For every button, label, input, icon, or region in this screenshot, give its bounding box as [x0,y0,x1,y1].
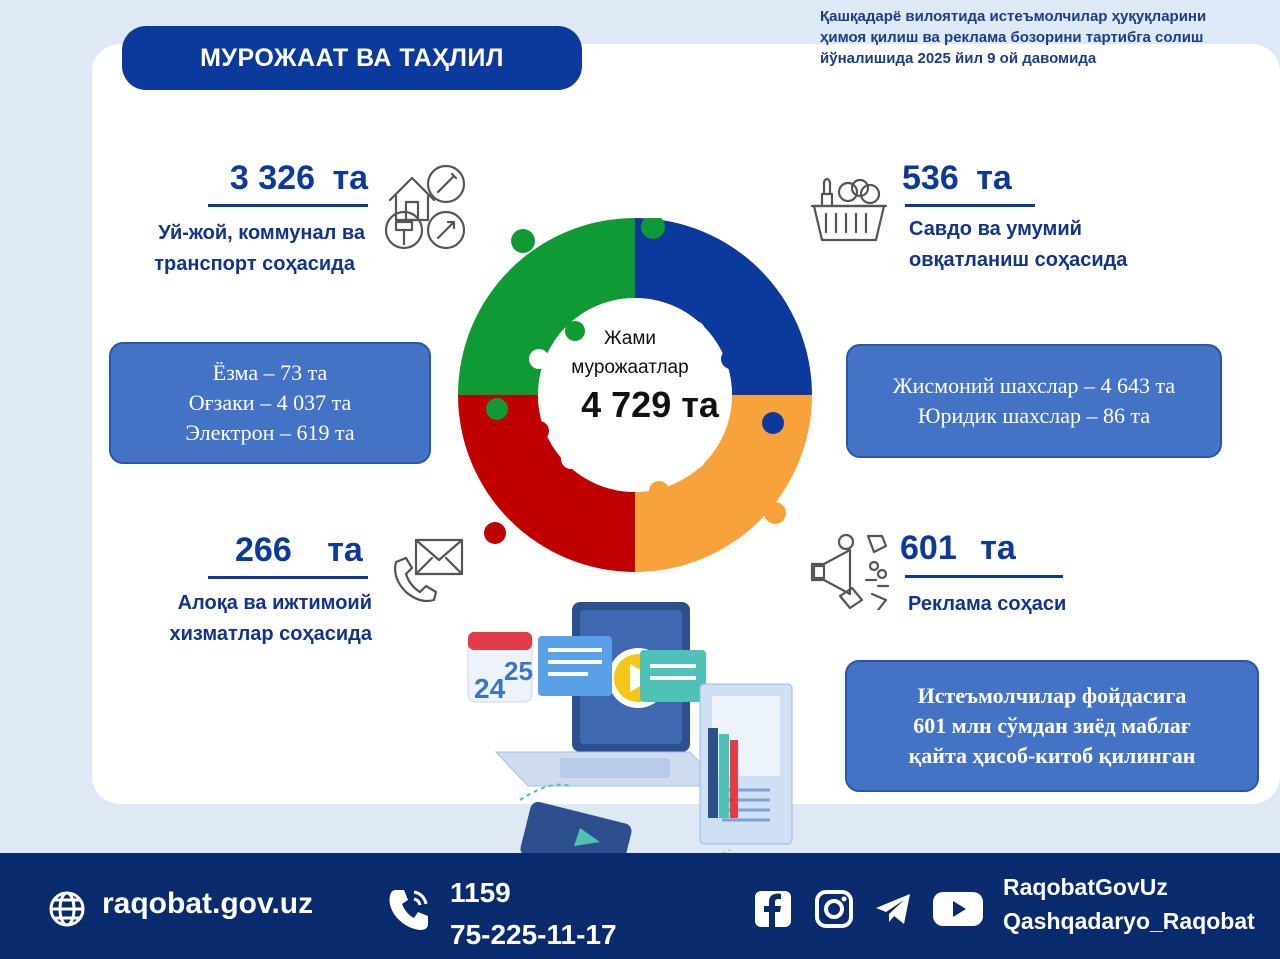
advertising-value: 601 [900,529,957,567]
social-handles [1003,870,1255,938]
header-note [820,6,1275,69]
housing-label-line: транспорт соҳасида [154,253,355,275]
youtube-icon[interactable] [932,890,984,928]
trade-unit: та [976,159,1012,197]
center-label-line: мурожаатлар [571,357,689,378]
communication-value: 266 [235,531,292,569]
phone-mail-icon [388,534,468,606]
facebook-icon[interactable] [754,890,792,928]
communication-label [100,588,372,650]
phone-short: 1159 [450,877,511,908]
phone-numbers [450,872,617,956]
header-note-line: Қашқадарё вилоятида истеъмолчилар ҳуқуқларини [820,8,1207,25]
center-label [545,324,715,382]
trade-divider [905,204,1035,207]
housing-value: 3 326 [229,159,315,197]
refund-box [845,660,1259,792]
channels-line: Оғзаки – 4 037 та [188,390,352,415]
instagram-icon[interactable] [814,889,854,929]
communication-divider [208,576,368,579]
header-note-line: ҳимоя қилиш ва реклама бозорини тартибга солиш [820,29,1204,46]
persons-line: Жисмоний шахслар – 4 643 та [892,373,1176,398]
housing-divider [208,204,368,207]
advertising-label: Реклама соҳаси [908,593,1067,615]
laptop-illustration [460,600,820,890]
trade-label-line: Савдо ва умумий [909,218,1082,240]
center-label-line: Жами [604,328,656,349]
persons-box [846,344,1222,458]
phone-icon [386,886,432,932]
social-handle[interactable]: Qashqadaryo_Raqobat [1003,908,1255,934]
advertising-stat [900,528,1016,568]
phone-full: 75-225-11-17 [450,919,617,950]
header-note-line: йўналишида 2025 йил 9 ой давомида [820,50,1097,67]
trade-stat [902,158,1012,198]
megaphone-icon [806,530,892,610]
advertising-divider [905,575,1063,578]
globe-icon [48,890,86,928]
trade-label-line: овқатланиш соҳасида [909,249,1128,271]
trade-label [909,214,1209,276]
calendar-top: 25 [504,656,533,686]
communication-label-line: хизматлар соҳасида [169,623,372,645]
housing-unit: та [332,159,368,197]
channels-line: Электрон – 619 та [185,420,355,445]
housing-label-line: Уй-жой, коммунал ва [158,222,365,244]
calendar-bottom: 24 [474,673,506,704]
channels-line: Ёзма – 73 та [212,360,328,385]
channels-box [109,342,431,464]
communication-unit: та [327,531,363,569]
refund-line: қайта ҳисоб-китоб қилинган [908,743,1196,768]
housing-stat [205,158,368,198]
social-handle[interactable]: RaqobatGovUz [1003,874,1168,900]
telegram-icon[interactable] [874,892,912,926]
refund-line: Истеъмолчилар фойдасига [917,683,1187,708]
center-total: 4 729 та [581,384,719,425]
housing-label [100,218,365,280]
website-link[interactable]: raqobat.gov.uz [102,887,314,920]
advertising-unit: та [980,529,1016,567]
persons-line: Юридик шахслар – 86 та [917,403,1151,428]
communication-label-line: Алоқа ва ижтимоий [177,592,372,614]
page-title: МУРОЖААТ ВА ТАҲЛИЛ [122,26,582,90]
communication-stat [235,530,367,570]
refund-line: 601 млн сўмдан зиёд маблағ [913,713,1191,738]
trade-value: 536 [902,159,959,197]
